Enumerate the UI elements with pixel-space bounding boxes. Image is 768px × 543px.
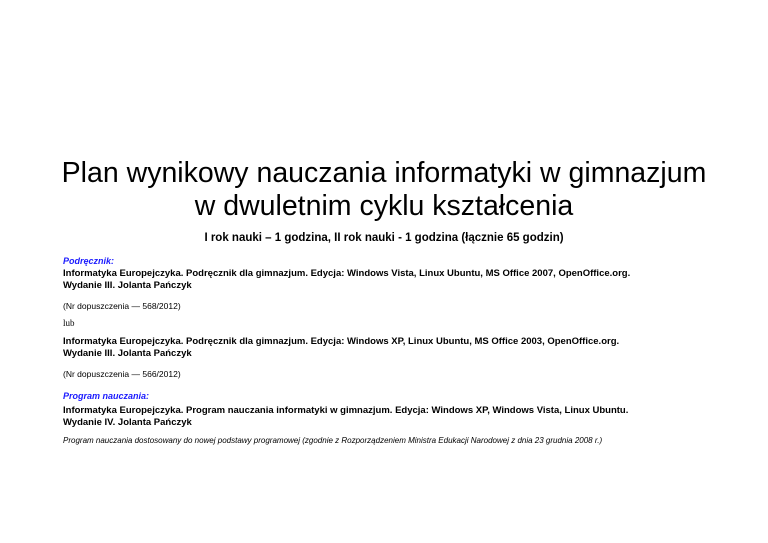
textbook-1-line-1: Informatyka Europejczyka. Podręcznik dla gimnazjum. Edycja: Windows Vista, Linux Ubuntu, MS Office 2007, OpenOffice.org. <box>63 268 631 279</box>
textbook-2-line-2: Wydanie III. Jolanta Pańczyk <box>63 348 192 359</box>
or-separator: lub <box>63 318 75 328</box>
textbook-2-approval: (Nr dopuszczenia — 566/2012) <box>63 369 181 379</box>
program-line-2: Wydanie IV. Jolanta Pańczyk <box>63 417 192 428</box>
title-line-1: Plan wynikowy nauczania informatyki w gimnazjum <box>61 157 707 189</box>
program-note: Program nauczania dostosowany do nowej podstawy programowej (zgodnie z Rozporządzeniem Ministra Edukacji Narodowej z dnia 23 grudnia 2008 r.) <box>63 436 603 445</box>
textbook-1-title <box>63 268 743 292</box>
page-title <box>0 157 768 223</box>
textbook-2-title <box>63 336 743 360</box>
page-subtitle: I rok nauki – 1 godzina, II rok nauki - 1 godzina (łącznie 65 godzin) <box>204 232 564 244</box>
textbook-label: Podręcznik: <box>63 256 115 266</box>
program-line-1: Informatyka Europejczyka. Program nauczania informatyki w gimnazjum. Edycja: Windows XP, Windows Vista, Linux Ubuntu. <box>63 405 629 416</box>
title-line-2: w dwuletnim cyklu kształcenia <box>194 190 574 222</box>
textbook-1-line-2: Wydanie III. Jolanta Pańczyk <box>63 280 192 291</box>
textbook-2-line-1: Informatyka Europejczyka. Podręcznik dla gimnazjum. Edycja: Windows XP, Linux Ubuntu, MS Office 2003, OpenOffice.org. <box>63 336 620 347</box>
program-title <box>63 405 743 429</box>
textbook-1-approval: (Nr dopuszczenia — 568/2012) <box>63 301 181 311</box>
program-label: Program nauczania: <box>63 391 150 401</box>
